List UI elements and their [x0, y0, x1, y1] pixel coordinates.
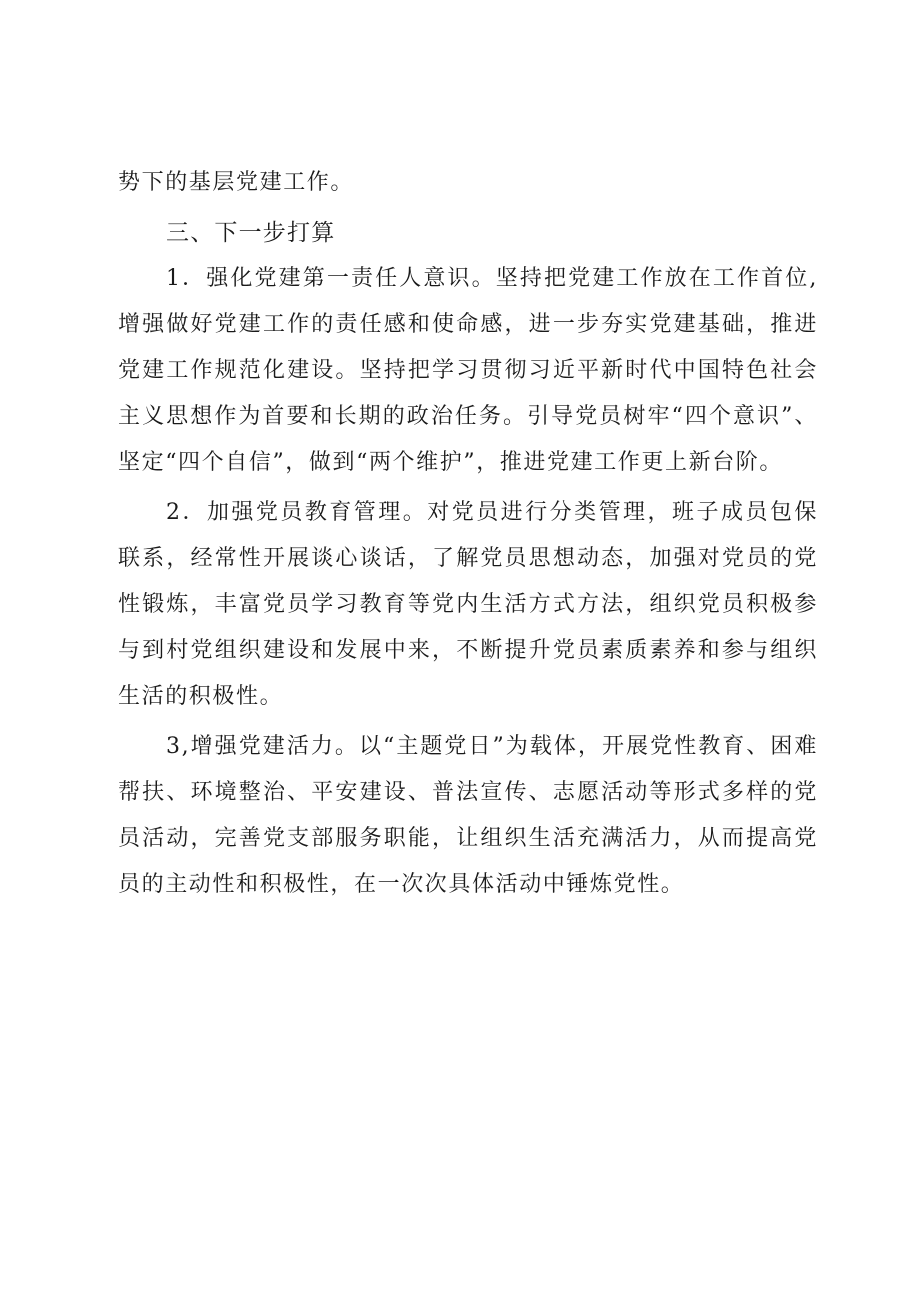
item-1-paragraph: 1．强化党建第一责任人意识。坚持把党建工作放在工作首位,增强做好党建工作的责任感和使命感，进一步夯实党建基础，推进党建工作规范化建设。坚持把学习贯彻习近平新时代中国特色社会主义思想作为首要和长期的政治任务。引导党员树牢“四个意识”、坚定“四个自信”，做到“两个维护”，推进党建工作更上新台阶。 — [118, 266, 818, 475]
item-3-paragraph: 3,增强党建活力。以“主题党日”为载体，开展党性教育、困难帮扶、环境整治、平安建设、普法宣传、志愿活动等形式多样的党员活动，完善党支部服务职能，让组织生活充满活力，从而提高党员的主动性和积极性，在一次次具体活动中锤炼党性。 — [118, 734, 818, 897]
document-body — [118, 160, 818, 908]
continued-paragraph: 势下的基层党建工作。 — [118, 170, 355, 195]
item-2-paragraph: 2．加强党员教育管理。对党员进行分类管理，班子成员包保联系，经常性开展谈心谈话，了解党员思想动态，加强对党员的党性锻炼，丰富党员学习教育等党内生活方式方法，组织党员积极参与到村党组织建设和发展中来，不断提升党员素质素养和参与组织生活的积极性。 — [118, 500, 818, 709]
section-heading: 三、下一步打算 — [166, 220, 336, 246]
